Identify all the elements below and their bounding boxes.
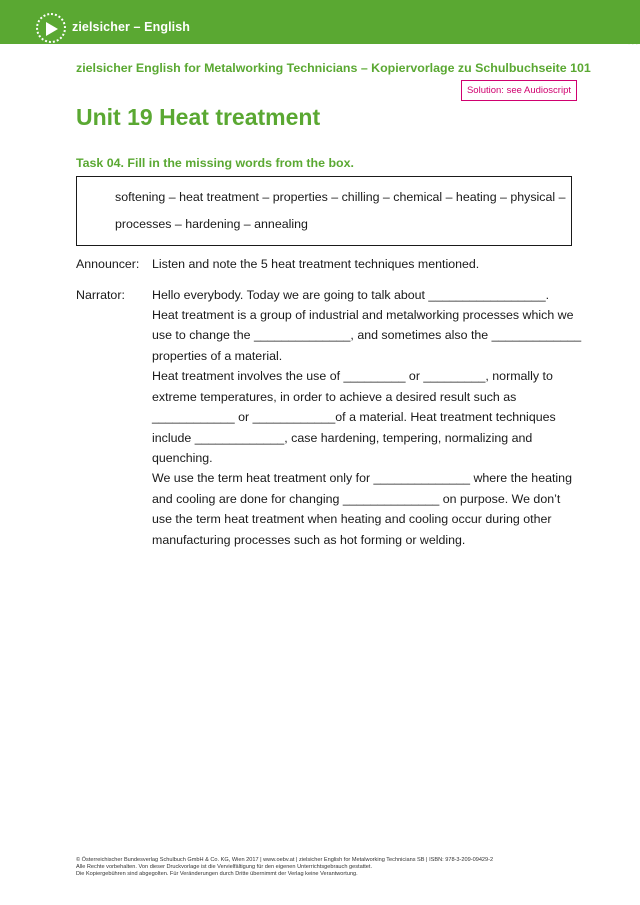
announcer-label: Announcer: [76, 257, 140, 271]
narrator-line: We use the term heat treatment only for ______________ where the heating [152, 471, 572, 485]
narrator-line: Heat treatment involves the use of _________ or _________, normally to [152, 369, 553, 383]
footer-line: © Österreichischer Bundesverlag Schulbuch GmbH & Co. KG, Wien 2017 | www.oebv.at | zielsicher English for Metalworking Technicians SB | ISBN: 978-3-209-09429-2 [76, 857, 494, 863]
word-box-line: processes – hardening – annealing [115, 217, 308, 231]
footer-line: Die Kopiergebühren sind abgegolten. Für Veränderungen durch Dritte übernimmt der Verlag keine Verantwortung. [76, 871, 358, 877]
solution-note: Solution: see Audioscript [461, 80, 577, 101]
brand-name: zielsicher – English [72, 20, 191, 34]
narrator-line: Hello everybody. Today we are going to talk about _________________. [152, 288, 550, 302]
play-logo-icon [36, 13, 66, 43]
narrator-line: manufacturing processes such as hot forming or welding. [152, 533, 466, 547]
narrator-line: use to change the ______________, and sometimes also the _____________ [152, 328, 582, 342]
narrator-line: extreme temperatures, in order to achieve a desired result such as [152, 390, 517, 404]
narrator-label: Narrator: [76, 288, 125, 302]
announcer-text: Listen and note the 5 heat treatment techniques mentioned. [152, 257, 480, 271]
narrator-line: quenching. [152, 451, 213, 465]
narrator-line: and cooling are done for changing ______________ on purpose. We don’t [152, 492, 561, 506]
word-box-line: softening – heat treatment – properties – chilling – chemical – heating – physical – [115, 190, 566, 204]
task-title: Task 04. Fill in the missing words from the box. [76, 156, 354, 170]
narrator-line: ____________ or ____________of a material. Heat treatment techniques [152, 410, 556, 424]
banner-dotted-edge [0, 38, 640, 46]
narrator-line: use the term heat treatment when heating and cooling occur during other [152, 512, 552, 526]
footer-line: Alle Rechte vorbehalten. Von dieser Druckvorlage ist die Vervielfältigung für den eigenen Unterrichtsgebrauch gestattet. [76, 864, 373, 870]
narrator-line: Heat treatment is a group of industrial and metalworking processes which we [152, 308, 574, 322]
unit-title: Unit 19 Heat treatment [76, 104, 321, 130]
narrator-line: include _____________, case hardening, tempering, normalizing and [152, 431, 533, 445]
narrator-line: properties of a material. [152, 349, 283, 363]
word-box [76, 176, 572, 246]
copyright-footer [76, 857, 576, 878]
series-title: zielsicher English for Metalworking Technicians – Kopiervorlage zu Schulbuchseite 101 [76, 61, 591, 75]
